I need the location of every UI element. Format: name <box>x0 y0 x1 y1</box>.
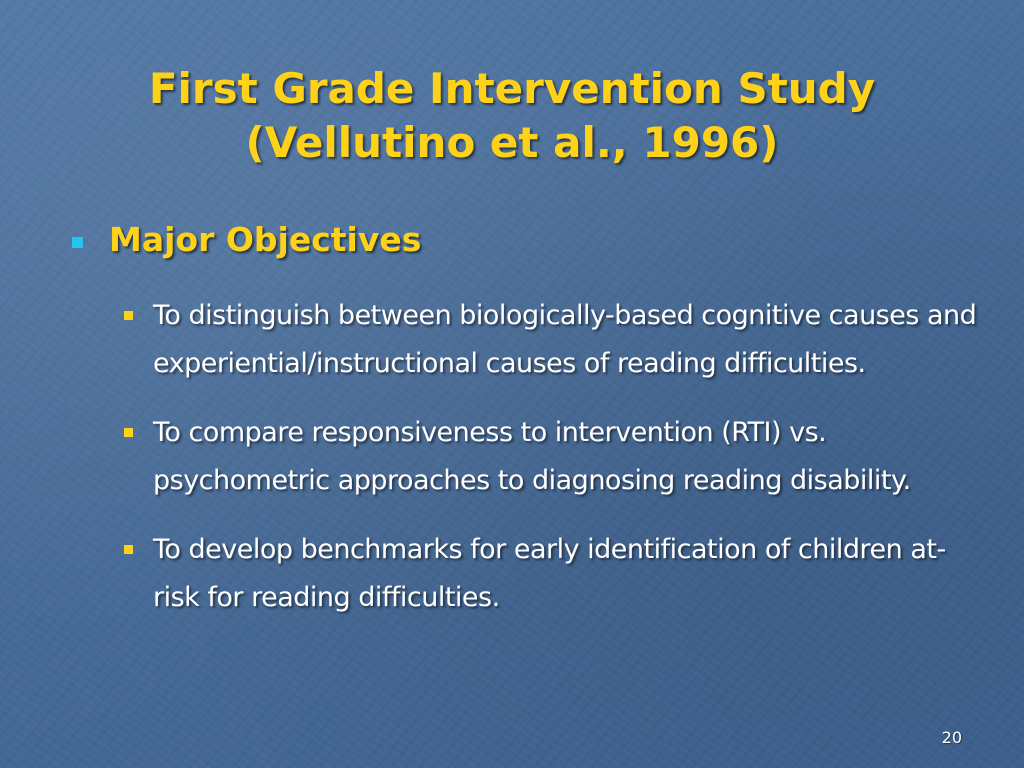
square-bullet-icon <box>72 237 83 248</box>
list-item-text: To distinguish between biologically-based cognitive causes and experiential/instructional causes of reading difficulties. <box>153 300 977 379</box>
slide-title-line-2: (Vellutino et al., 1996) <box>245 118 779 167</box>
list-item <box>122 292 982 388</box>
objectives-list <box>122 292 982 643</box>
list-item <box>122 526 982 622</box>
list-item-text: To develop benchmarks for early identification of children at-risk for reading difficulties. <box>153 534 946 613</box>
bullet-major-objectives <box>72 218 421 262</box>
list-item <box>122 409 982 505</box>
slide-title <box>0 62 1024 170</box>
slide-title-line-1: First Grade Intervention Study <box>148 64 876 113</box>
square-bullet-icon <box>124 545 133 554</box>
square-bullet-icon <box>124 428 133 437</box>
section-heading: Major Objectives <box>109 220 422 259</box>
square-bullet-icon <box>124 311 133 320</box>
page-number: 20 <box>941 728 962 747</box>
list-item-text: To compare responsiveness to intervention (RTI) vs. psychometric approaches to diagnosing reading disability. <box>153 417 911 496</box>
